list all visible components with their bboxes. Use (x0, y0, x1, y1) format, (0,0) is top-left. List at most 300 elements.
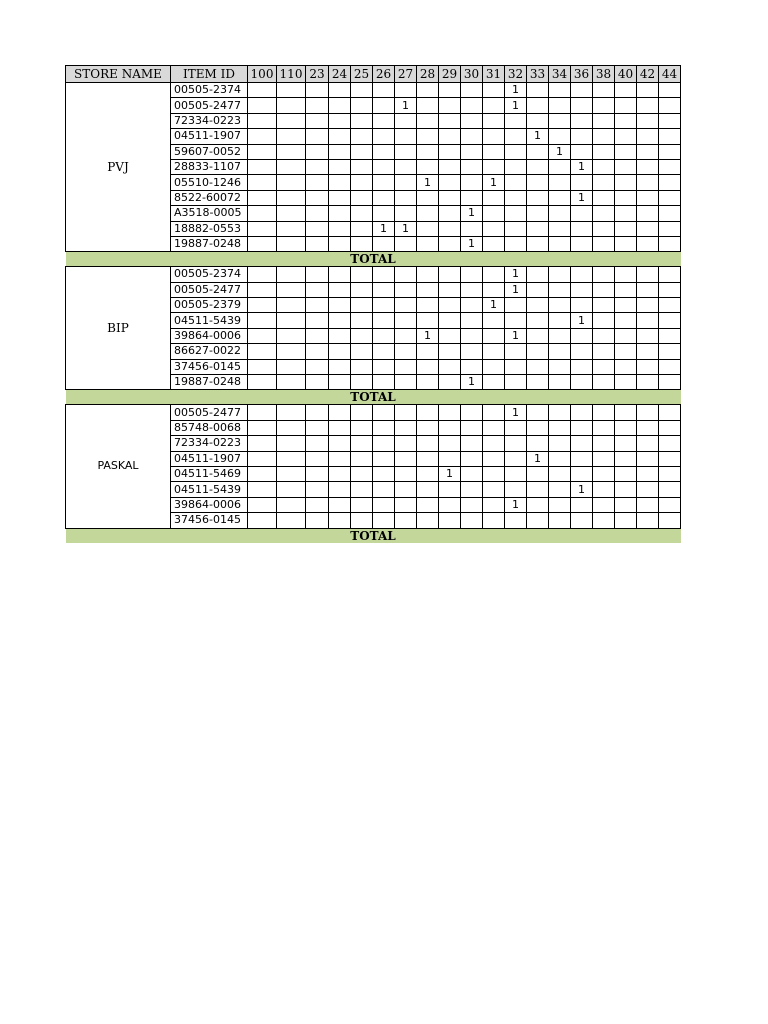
quantity-cell (248, 436, 277, 451)
quantity-cell (395, 482, 417, 497)
quantity-cell (637, 83, 659, 98)
quantity-cell (351, 451, 373, 466)
quantity-cell (505, 482, 527, 497)
quantity-cell (417, 298, 439, 313)
quantity-cell (395, 513, 417, 528)
quantity-cell (439, 513, 461, 528)
quantity-cell (549, 83, 571, 98)
quantity-cell (329, 359, 351, 374)
quantity-cell (417, 466, 439, 481)
quantity-cell (329, 436, 351, 451)
quantity-cell (439, 375, 461, 390)
quantity-cell (527, 83, 549, 98)
item-id-cell: 04511-5469 (171, 466, 248, 481)
quantity-cell (615, 144, 637, 159)
quantity-cell (483, 359, 505, 374)
item-id-cell: 59607-0052 (171, 144, 248, 159)
quantity-cell (461, 190, 483, 205)
quantity-cell (593, 83, 615, 98)
quantity-cell (306, 267, 329, 282)
size-header: 25 (351, 66, 373, 83)
quantity-cell (277, 190, 306, 205)
size-header: 100 (248, 66, 277, 83)
quantity-cell (527, 298, 549, 313)
quantity-cell: 1 (505, 267, 527, 282)
quantity-cell (571, 497, 593, 512)
item-id-cell: 05510-1246 (171, 175, 248, 190)
quantity-cell (248, 221, 277, 236)
quantity-cell (571, 513, 593, 528)
quantity-cell (637, 436, 659, 451)
quantity-cell (351, 113, 373, 128)
quantity-cell (593, 359, 615, 374)
quantity-cell (527, 328, 549, 343)
quantity-cell (615, 328, 637, 343)
quantity-cell (461, 144, 483, 159)
quantity-cell (571, 344, 593, 359)
quantity-cell (351, 359, 373, 374)
quantity-cell (248, 282, 277, 297)
quantity-cell (277, 359, 306, 374)
quantity-cell (439, 221, 461, 236)
quantity-cell (417, 282, 439, 297)
quantity-cell (417, 313, 439, 328)
quantity-cell (637, 497, 659, 512)
quantity-cell (637, 282, 659, 297)
quantity-cell (277, 236, 306, 251)
quantity-cell (395, 267, 417, 282)
quantity-cell (659, 98, 681, 113)
quantity-cell (417, 344, 439, 359)
quantity-cell (461, 83, 483, 98)
quantity-cell (395, 236, 417, 251)
size-header: 38 (593, 66, 615, 83)
quantity-cell (351, 282, 373, 297)
quantity-cell (439, 420, 461, 435)
quantity-cell (637, 298, 659, 313)
quantity-cell (373, 513, 395, 528)
quantity-cell (549, 497, 571, 512)
quantity-cell (593, 328, 615, 343)
quantity-cell (417, 375, 439, 390)
quantity-cell (329, 175, 351, 190)
quantity-cell (637, 466, 659, 481)
quantity-cell: 1 (417, 175, 439, 190)
quantity-cell (329, 206, 351, 221)
quantity-cell (483, 113, 505, 128)
quantity-cell (439, 206, 461, 221)
quantity-cell (306, 420, 329, 435)
quantity-cell (417, 236, 439, 251)
quantity-cell (373, 267, 395, 282)
table-row (66, 267, 681, 282)
quantity-cell (277, 482, 306, 497)
quantity-cell (527, 405, 549, 420)
quantity-cell: 1 (505, 497, 527, 512)
quantity-cell (483, 328, 505, 343)
quantity-cell (329, 328, 351, 343)
quantity-cell (659, 359, 681, 374)
quantity-cell (329, 466, 351, 481)
quantity-cell (417, 113, 439, 128)
quantity-cell (439, 236, 461, 251)
quantity-cell (395, 344, 417, 359)
quantity-cell (329, 267, 351, 282)
quantity-cell (277, 313, 306, 328)
quantity-cell (461, 405, 483, 420)
quantity-cell (351, 98, 373, 113)
quantity-cell (329, 190, 351, 205)
quantity-cell (615, 359, 637, 374)
size-header: 32 (505, 66, 527, 83)
quantity-cell (527, 221, 549, 236)
quantity-cell (351, 375, 373, 390)
quantity-cell (329, 313, 351, 328)
quantity-cell (505, 513, 527, 528)
quantity-cell (373, 497, 395, 512)
quantity-cell (306, 206, 329, 221)
quantity-cell (306, 451, 329, 466)
quantity-cell (248, 98, 277, 113)
quantity-cell (527, 267, 549, 282)
quantity-cell (277, 344, 306, 359)
quantity-cell (461, 175, 483, 190)
quantity-cell (527, 466, 549, 481)
size-header: 23 (306, 66, 329, 83)
quantity-cell (351, 190, 373, 205)
quantity-cell (395, 175, 417, 190)
size-header: 29 (439, 66, 461, 83)
quantity-cell (329, 405, 351, 420)
quantity-cell (483, 375, 505, 390)
size-header: 28 (417, 66, 439, 83)
header-row (66, 66, 681, 83)
quantity-cell (329, 113, 351, 128)
quantity-cell (373, 375, 395, 390)
quantity-cell (329, 451, 351, 466)
quantity-cell (615, 129, 637, 144)
table-row (66, 83, 681, 98)
quantity-cell (505, 420, 527, 435)
quantity-cell (395, 313, 417, 328)
item-id-cell: 00505-2477 (171, 405, 248, 420)
quantity-cell (277, 466, 306, 481)
quantity-cell (549, 466, 571, 481)
quantity-cell (329, 282, 351, 297)
quantity-cell (306, 236, 329, 251)
quantity-cell (277, 451, 306, 466)
quantity-cell (277, 267, 306, 282)
quantity-cell (637, 206, 659, 221)
quantity-cell (417, 190, 439, 205)
quantity-cell (248, 267, 277, 282)
quantity-cell (439, 436, 461, 451)
quantity-cell (306, 436, 329, 451)
quantity-cell (277, 206, 306, 221)
quantity-cell (417, 482, 439, 497)
quantity-cell (549, 328, 571, 343)
quantity-cell (505, 159, 527, 174)
item-id-cell: 04511-1907 (171, 451, 248, 466)
quantity-cell (549, 405, 571, 420)
quantity-cell (329, 513, 351, 528)
quantity-cell (373, 129, 395, 144)
quantity-cell (248, 482, 277, 497)
item-id-cell: 04511-5439 (171, 313, 248, 328)
quantity-cell (329, 344, 351, 359)
quantity-cell (593, 144, 615, 159)
quantity-cell (461, 344, 483, 359)
quantity-cell (373, 466, 395, 481)
quantity-cell (593, 513, 615, 528)
quantity-cell (248, 190, 277, 205)
quantity-cell (277, 420, 306, 435)
item-id-cell: 18882-0553 (171, 221, 248, 236)
quantity-cell (483, 344, 505, 359)
quantity-cell (527, 497, 549, 512)
quantity-cell (615, 513, 637, 528)
quantity-cell (549, 98, 571, 113)
quantity-cell (659, 83, 681, 98)
quantity-cell (483, 190, 505, 205)
quantity-cell (373, 159, 395, 174)
quantity-cell (306, 482, 329, 497)
quantity-cell (659, 144, 681, 159)
item-id-cell: 04511-5439 (171, 482, 248, 497)
quantity-cell (659, 375, 681, 390)
quantity-cell (615, 236, 637, 251)
quantity-cell (351, 159, 373, 174)
quantity-cell: 1 (417, 328, 439, 343)
quantity-cell (549, 513, 571, 528)
quantity-cell (395, 83, 417, 98)
quantity-cell (417, 359, 439, 374)
quantity-cell (439, 98, 461, 113)
store-name-cell: PVJ (66, 83, 171, 252)
quantity-cell (461, 359, 483, 374)
quantity-cell (306, 375, 329, 390)
quantity-cell (248, 83, 277, 98)
quantity-cell (248, 313, 277, 328)
quantity-cell (461, 282, 483, 297)
quantity-cell (329, 497, 351, 512)
quantity-cell (395, 436, 417, 451)
quantity-cell (549, 344, 571, 359)
quantity-cell (593, 344, 615, 359)
item-id-cell: 00505-2374 (171, 267, 248, 282)
quantity-cell (483, 221, 505, 236)
quantity-cell (461, 159, 483, 174)
quantity-cell (571, 221, 593, 236)
quantity-cell (439, 159, 461, 174)
quantity-cell (527, 420, 549, 435)
quantity-cell (373, 282, 395, 297)
quantity-cell (527, 159, 549, 174)
quantity-cell (417, 144, 439, 159)
quantity-cell (277, 159, 306, 174)
quantity-cell (593, 482, 615, 497)
quantity-cell: 1 (505, 98, 527, 113)
quantity-cell: 1 (483, 175, 505, 190)
quantity-cell (373, 420, 395, 435)
quantity-cell (395, 405, 417, 420)
quantity-cell (593, 129, 615, 144)
quantity-cell (659, 175, 681, 190)
quantity-cell (248, 236, 277, 251)
quantity-cell (306, 466, 329, 481)
quantity-cell (593, 436, 615, 451)
quantity-cell (248, 175, 277, 190)
quantity-cell (373, 344, 395, 359)
quantity-cell (505, 175, 527, 190)
quantity-cell (615, 436, 637, 451)
quantity-cell (277, 129, 306, 144)
size-header: 26 (373, 66, 395, 83)
quantity-cell (659, 497, 681, 512)
quantity-cell (571, 267, 593, 282)
quantity-cell (637, 359, 659, 374)
quantity-cell (417, 129, 439, 144)
quantity-cell (373, 83, 395, 98)
item-id-cell: 37456-0145 (171, 513, 248, 528)
quantity-cell (439, 129, 461, 144)
quantity-cell (417, 513, 439, 528)
total-row (66, 390, 681, 405)
quantity-cell (329, 129, 351, 144)
quantity-cell (615, 497, 637, 512)
quantity-cell: 1 (571, 313, 593, 328)
quantity-cell (373, 236, 395, 251)
size-header: 40 (615, 66, 637, 83)
quantity-cell (373, 436, 395, 451)
quantity-cell (483, 451, 505, 466)
quantity-cell (637, 129, 659, 144)
size-header: 30 (461, 66, 483, 83)
quantity-cell (329, 221, 351, 236)
quantity-cell (248, 375, 277, 390)
quantity-cell (248, 298, 277, 313)
quantity-cell (571, 466, 593, 481)
quantity-cell (549, 282, 571, 297)
quantity-cell (483, 144, 505, 159)
quantity-cell (306, 359, 329, 374)
quantity-cell (659, 282, 681, 297)
quantity-cell (439, 83, 461, 98)
quantity-cell (351, 436, 373, 451)
quantity-cell (483, 159, 505, 174)
quantity-cell (248, 344, 277, 359)
quantity-cell (351, 466, 373, 481)
quantity-cell (571, 113, 593, 128)
quantity-cell (417, 405, 439, 420)
quantity-cell (571, 420, 593, 435)
quantity-cell (417, 83, 439, 98)
quantity-cell (527, 144, 549, 159)
quantity-cell (527, 513, 549, 528)
quantity-cell (527, 482, 549, 497)
quantity-cell (593, 466, 615, 481)
quantity-cell (549, 482, 571, 497)
quantity-cell (571, 236, 593, 251)
quantity-cell (277, 221, 306, 236)
quantity-cell (593, 405, 615, 420)
quantity-cell (593, 497, 615, 512)
quantity-cell (373, 206, 395, 221)
quantity-cell (527, 175, 549, 190)
quantity-cell (659, 313, 681, 328)
quantity-cell (593, 298, 615, 313)
quantity-cell (593, 221, 615, 236)
quantity-cell (439, 313, 461, 328)
quantity-cell (277, 113, 306, 128)
quantity-cell (593, 190, 615, 205)
quantity-cell (505, 451, 527, 466)
quantity-cell (373, 175, 395, 190)
quantity-cell (248, 420, 277, 435)
quantity-cell (306, 83, 329, 98)
quantity-cell (483, 98, 505, 113)
quantity-cell (277, 436, 306, 451)
quantity-cell (417, 420, 439, 435)
quantity-cell (417, 451, 439, 466)
quantity-cell (329, 159, 351, 174)
quantity-cell (395, 497, 417, 512)
quantity-cell: 1 (571, 190, 593, 205)
quantity-cell (373, 190, 395, 205)
quantity-cell (549, 313, 571, 328)
quantity-cell (615, 451, 637, 466)
quantity-cell (306, 190, 329, 205)
quantity-cell (395, 190, 417, 205)
quantity-cell (659, 420, 681, 435)
quantity-cell (637, 375, 659, 390)
quantity-cell (351, 328, 373, 343)
quantity-cell (461, 466, 483, 481)
quantity-cell (373, 144, 395, 159)
quantity-cell (248, 129, 277, 144)
item-id-cell: 85748-0068 (171, 420, 248, 435)
item-id-cell: 00505-2477 (171, 98, 248, 113)
quantity-cell (417, 221, 439, 236)
quantity-cell (659, 451, 681, 466)
quantity-cell (571, 282, 593, 297)
quantity-cell (395, 298, 417, 313)
item-id-cell: 72334-0223 (171, 113, 248, 128)
quantity-cell (417, 98, 439, 113)
quantity-cell (571, 436, 593, 451)
quantity-cell (615, 344, 637, 359)
quantity-cell (248, 159, 277, 174)
quantity-cell (351, 83, 373, 98)
quantity-cell (306, 497, 329, 512)
quantity-cell: 1 (549, 144, 571, 159)
quantity-cell (461, 420, 483, 435)
quantity-cell (505, 144, 527, 159)
quantity-cell (527, 359, 549, 374)
quantity-cell (527, 313, 549, 328)
quantity-cell (593, 282, 615, 297)
quantity-cell (417, 436, 439, 451)
quantity-cell (483, 513, 505, 528)
quantity-cell (659, 513, 681, 528)
quantity-cell (351, 129, 373, 144)
quantity-cell (593, 113, 615, 128)
quantity-cell (571, 359, 593, 374)
quantity-cell (637, 420, 659, 435)
quantity-cell (593, 420, 615, 435)
quantity-cell (659, 113, 681, 128)
quantity-cell (527, 236, 549, 251)
